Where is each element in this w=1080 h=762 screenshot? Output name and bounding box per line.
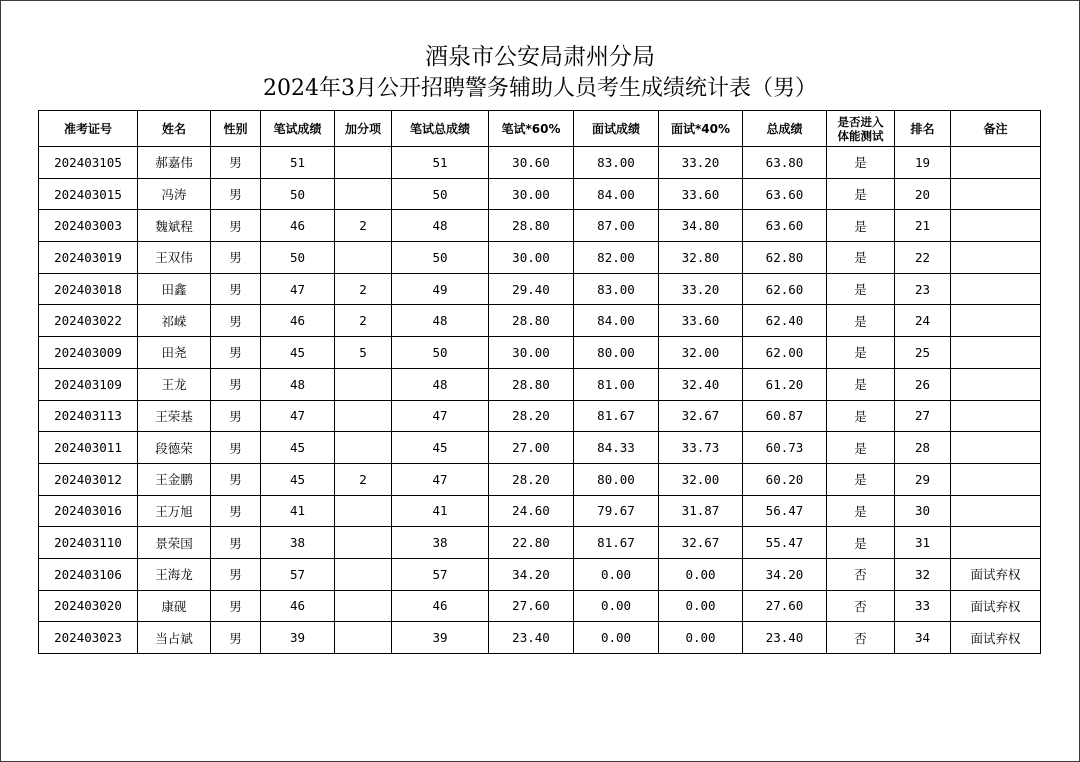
cell-name: 田鑫	[138, 273, 211, 305]
cell-name: 郝嘉伟	[138, 147, 211, 179]
header-col-interview-score: 面试成绩	[574, 111, 659, 147]
table-row	[39, 590, 1041, 622]
cell-written-score: 45	[261, 463, 335, 495]
header-col-name: 姓名	[138, 111, 211, 147]
cell-gender: 男	[211, 210, 261, 242]
cell-gender: 男	[211, 305, 261, 337]
cell-interview-score: 0.00	[574, 558, 659, 590]
header-col-written-total: 笔试总成绩	[392, 111, 489, 147]
cell-total-score: 60.73	[743, 432, 827, 464]
cell-written-total: 45	[392, 432, 489, 464]
cell-written-score: 51	[261, 147, 335, 179]
cell-rank: 27	[895, 400, 951, 432]
cell-total-score: 63.60	[743, 210, 827, 242]
cell-exam-id: 202403016	[39, 495, 138, 527]
cell-physical-test: 否	[827, 590, 895, 622]
cell-bonus	[335, 400, 392, 432]
cell-interview-score: 81.67	[574, 400, 659, 432]
cell-written-60: 27.60	[489, 590, 574, 622]
cell-total-score: 56.47	[743, 495, 827, 527]
cell-gender: 男	[211, 400, 261, 432]
cell-interview-40: 34.80	[659, 210, 743, 242]
cell-bonus	[335, 622, 392, 654]
cell-physical-test: 是	[827, 337, 895, 369]
cell-written-score: 46	[261, 590, 335, 622]
header-col-total-score: 总成绩	[743, 111, 827, 147]
cell-exam-id: 202403110	[39, 527, 138, 559]
cell-written-total: 47	[392, 463, 489, 495]
cell-written-total: 57	[392, 558, 489, 590]
cell-physical-test: 是	[827, 463, 895, 495]
cell-written-60: 30.00	[489, 178, 574, 210]
cell-total-score: 23.40	[743, 622, 827, 654]
cell-exam-id: 202403106	[39, 558, 138, 590]
cell-interview-score: 0.00	[574, 590, 659, 622]
cell-written-score: 45	[261, 432, 335, 464]
cell-gender: 男	[211, 273, 261, 305]
cell-name: 王万旭	[138, 495, 211, 527]
cell-name: 段德荣	[138, 432, 211, 464]
cell-remark	[951, 147, 1041, 179]
cell-interview-40: 33.60	[659, 305, 743, 337]
cell-total-score: 62.60	[743, 273, 827, 305]
cell-interview-40: 32.00	[659, 463, 743, 495]
cell-written-60: 27.00	[489, 432, 574, 464]
cell-exam-id: 202403105	[39, 147, 138, 179]
header-col-rank: 排名	[895, 111, 951, 147]
cell-total-score: 62.00	[743, 337, 827, 369]
cell-written-score: 41	[261, 495, 335, 527]
cell-physical-test: 否	[827, 622, 895, 654]
header-col-exam-id: 准考证号	[39, 111, 138, 147]
cell-written-total: 38	[392, 527, 489, 559]
cell-written-60: 28.80	[489, 305, 574, 337]
cell-rank: 28	[895, 432, 951, 464]
cell-interview-score: 81.00	[574, 368, 659, 400]
cell-written-total: 50	[392, 337, 489, 369]
cell-interview-40: 33.73	[659, 432, 743, 464]
cell-name: 当占斌	[138, 622, 211, 654]
cell-bonus: 2	[335, 210, 392, 242]
cell-remark	[951, 210, 1041, 242]
cell-total-score: 60.20	[743, 463, 827, 495]
cell-written-60: 24.60	[489, 495, 574, 527]
cell-interview-score: 0.00	[574, 622, 659, 654]
cell-written-score: 48	[261, 368, 335, 400]
cell-gender: 男	[211, 178, 261, 210]
cell-interview-score: 84.00	[574, 178, 659, 210]
header-col-interview-40: 面试*40%	[659, 111, 743, 147]
cell-bonus	[335, 527, 392, 559]
cell-bonus	[335, 432, 392, 464]
cell-rank: 22	[895, 242, 951, 274]
table-body	[39, 147, 1041, 654]
cell-interview-40: 31.87	[659, 495, 743, 527]
cell-exam-id: 202403113	[39, 400, 138, 432]
cell-rank: 25	[895, 337, 951, 369]
cell-written-score: 46	[261, 210, 335, 242]
cell-physical-test: 是	[827, 147, 895, 179]
cell-bonus: 2	[335, 273, 392, 305]
cell-written-total: 48	[392, 368, 489, 400]
table-row	[39, 400, 1041, 432]
cell-bonus: 2	[335, 305, 392, 337]
cell-bonus	[335, 368, 392, 400]
table-row	[39, 495, 1041, 527]
table-row	[39, 368, 1041, 400]
cell-physical-test: 是	[827, 305, 895, 337]
cell-gender: 男	[211, 463, 261, 495]
cell-interview-score: 83.00	[574, 273, 659, 305]
cell-rank: 29	[895, 463, 951, 495]
cell-rank: 19	[895, 147, 951, 179]
cell-remark: 面试弃权	[951, 622, 1041, 654]
cell-exam-id: 202403012	[39, 463, 138, 495]
cell-name: 王金鹏	[138, 463, 211, 495]
cell-written-score: 38	[261, 527, 335, 559]
cell-remark: 面试弃权	[951, 590, 1041, 622]
table-row	[39, 463, 1041, 495]
cell-physical-test: 是	[827, 527, 895, 559]
cell-total-score: 60.87	[743, 400, 827, 432]
cell-name: 魏斌程	[138, 210, 211, 242]
cell-written-60: 23.40	[489, 622, 574, 654]
cell-written-score: 50	[261, 242, 335, 274]
table-row	[39, 210, 1041, 242]
cell-written-score: 47	[261, 400, 335, 432]
cell-gender: 男	[211, 147, 261, 179]
header-col-gender: 性别	[211, 111, 261, 147]
cell-total-score: 61.20	[743, 368, 827, 400]
cell-total-score: 63.60	[743, 178, 827, 210]
cell-bonus: 2	[335, 463, 392, 495]
cell-written-60: 28.80	[489, 368, 574, 400]
cell-written-total: 50	[392, 242, 489, 274]
cell-written-60: 30.00	[489, 242, 574, 274]
cell-interview-score: 79.67	[574, 495, 659, 527]
table-row	[39, 337, 1041, 369]
cell-remark	[951, 337, 1041, 369]
cell-written-60: 28.20	[489, 400, 574, 432]
cell-interview-score: 83.00	[574, 147, 659, 179]
cell-written-60: 30.00	[489, 337, 574, 369]
cell-physical-test: 是	[827, 210, 895, 242]
cell-interview-score: 82.00	[574, 242, 659, 274]
cell-rank: 23	[895, 273, 951, 305]
cell-total-score: 63.80	[743, 147, 827, 179]
cell-gender: 男	[211, 590, 261, 622]
cell-written-total: 48	[392, 305, 489, 337]
cell-written-score: 57	[261, 558, 335, 590]
cell-remark	[951, 242, 1041, 274]
cell-rank: 24	[895, 305, 951, 337]
cell-written-60: 34.20	[489, 558, 574, 590]
cell-rank: 21	[895, 210, 951, 242]
cell-physical-test: 是	[827, 178, 895, 210]
cell-remark: 面试弃权	[951, 558, 1041, 590]
header-col-physical-test: 是否进入 体能测试	[827, 111, 895, 147]
cell-gender: 男	[211, 495, 261, 527]
cell-bonus	[335, 147, 392, 179]
cell-written-60: 29.40	[489, 273, 574, 305]
cell-written-total: 47	[392, 400, 489, 432]
cell-exam-id: 202403022	[39, 305, 138, 337]
cell-written-60: 30.60	[489, 147, 574, 179]
cell-bonus	[335, 242, 392, 274]
cell-interview-40: 33.20	[659, 147, 743, 179]
cell-name: 田尧	[138, 337, 211, 369]
cell-written-60: 28.80	[489, 210, 574, 242]
cell-written-total: 48	[392, 210, 489, 242]
cell-written-score: 45	[261, 337, 335, 369]
cell-written-60: 22.80	[489, 527, 574, 559]
cell-interview-score: 80.00	[574, 337, 659, 369]
cell-name: 王荣基	[138, 400, 211, 432]
cell-bonus	[335, 178, 392, 210]
cell-physical-test: 是	[827, 400, 895, 432]
cell-gender: 男	[211, 432, 261, 464]
cell-physical-test: 是	[827, 242, 895, 274]
cell-remark	[951, 495, 1041, 527]
cell-name: 王海龙	[138, 558, 211, 590]
header-col-written-score: 笔试成绩	[261, 111, 335, 147]
cell-remark	[951, 368, 1041, 400]
cell-interview-score: 87.00	[574, 210, 659, 242]
header-col-bonus: 加分项	[335, 111, 392, 147]
cell-name: 康砚	[138, 590, 211, 622]
cell-exam-id: 202403009	[39, 337, 138, 369]
cell-total-score: 34.20	[743, 558, 827, 590]
cell-written-60: 28.20	[489, 463, 574, 495]
table-row	[39, 147, 1041, 179]
cell-total-score: 62.80	[743, 242, 827, 274]
cell-exam-id: 202403019	[39, 242, 138, 274]
table-row	[39, 273, 1041, 305]
cell-written-total: 39	[392, 622, 489, 654]
cell-physical-test: 是	[827, 495, 895, 527]
table-row	[39, 432, 1041, 464]
cell-remark	[951, 527, 1041, 559]
cell-total-score: 27.60	[743, 590, 827, 622]
cell-gender: 男	[211, 558, 261, 590]
cell-total-score: 55.47	[743, 527, 827, 559]
cell-name: 冯涛	[138, 178, 211, 210]
cell-written-score: 50	[261, 178, 335, 210]
table-row	[39, 178, 1041, 210]
cell-rank: 32	[895, 558, 951, 590]
cell-remark	[951, 178, 1041, 210]
cell-remark	[951, 273, 1041, 305]
cell-interview-40: 32.67	[659, 527, 743, 559]
cell-physical-test: 是	[827, 368, 895, 400]
cell-interview-score: 80.00	[574, 463, 659, 495]
table-row	[39, 558, 1041, 590]
cell-bonus: 5	[335, 337, 392, 369]
cell-bonus	[335, 590, 392, 622]
cell-exam-id: 202403018	[39, 273, 138, 305]
cell-name: 景荣国	[138, 527, 211, 559]
score-table	[38, 110, 1041, 654]
cell-physical-test: 是	[827, 432, 895, 464]
cell-remark	[951, 400, 1041, 432]
cell-written-total: 49	[392, 273, 489, 305]
cell-interview-score: 84.00	[574, 305, 659, 337]
cell-name: 祁嵘	[138, 305, 211, 337]
page-title: 酒泉市公安局肃州分局	[425, 44, 655, 70]
cell-rank: 26	[895, 368, 951, 400]
cell-rank: 33	[895, 590, 951, 622]
cell-exam-id: 202403023	[39, 622, 138, 654]
cell-bonus	[335, 495, 392, 527]
cell-exam-id: 202403011	[39, 432, 138, 464]
cell-rank: 34	[895, 622, 951, 654]
cell-total-score: 62.40	[743, 305, 827, 337]
cell-written-score: 46	[261, 305, 335, 337]
cell-name: 王双伟	[138, 242, 211, 274]
table-row	[39, 305, 1041, 337]
cell-exam-id: 202403109	[39, 368, 138, 400]
cell-remark	[951, 463, 1041, 495]
cell-written-total: 46	[392, 590, 489, 622]
cell-rank: 20	[895, 178, 951, 210]
cell-interview-40: 32.40	[659, 368, 743, 400]
cell-gender: 男	[211, 337, 261, 369]
cell-interview-40: 0.00	[659, 558, 743, 590]
cell-written-total: 51	[392, 147, 489, 179]
cell-written-score: 47	[261, 273, 335, 305]
cell-bonus	[335, 558, 392, 590]
cell-remark	[951, 432, 1041, 464]
cell-interview-40: 0.00	[659, 622, 743, 654]
cell-remark	[951, 305, 1041, 337]
cell-interview-40: 32.80	[659, 242, 743, 274]
cell-interview-40: 33.60	[659, 178, 743, 210]
cell-exam-id: 202403015	[39, 178, 138, 210]
cell-interview-40: 32.00	[659, 337, 743, 369]
cell-interview-40: 33.20	[659, 273, 743, 305]
table-row	[39, 242, 1041, 274]
cell-interview-score: 81.67	[574, 527, 659, 559]
cell-exam-id: 202403020	[39, 590, 138, 622]
table-header-row	[39, 111, 1041, 147]
cell-rank: 30	[895, 495, 951, 527]
cell-gender: 男	[211, 527, 261, 559]
cell-interview-score: 84.33	[574, 432, 659, 464]
cell-gender: 男	[211, 242, 261, 274]
header-col-remark: 备注	[951, 111, 1041, 147]
cell-physical-test: 否	[827, 558, 895, 590]
cell-gender: 男	[211, 368, 261, 400]
cell-interview-40: 32.67	[659, 400, 743, 432]
cell-gender: 男	[211, 622, 261, 654]
cell-rank: 31	[895, 527, 951, 559]
cell-physical-test: 是	[827, 273, 895, 305]
table-row	[39, 527, 1041, 559]
cell-written-score: 39	[261, 622, 335, 654]
cell-exam-id: 202403003	[39, 210, 138, 242]
cell-name: 王龙	[138, 368, 211, 400]
cell-written-total: 41	[392, 495, 489, 527]
cell-written-total: 50	[392, 178, 489, 210]
table-row	[39, 622, 1041, 654]
page-subtitle: 2024年3月公开招聘警务辅助人员考生成绩统计表（男）	[263, 76, 817, 101]
cell-interview-40: 0.00	[659, 590, 743, 622]
header-col-written-60: 笔试*60%	[489, 111, 574, 147]
